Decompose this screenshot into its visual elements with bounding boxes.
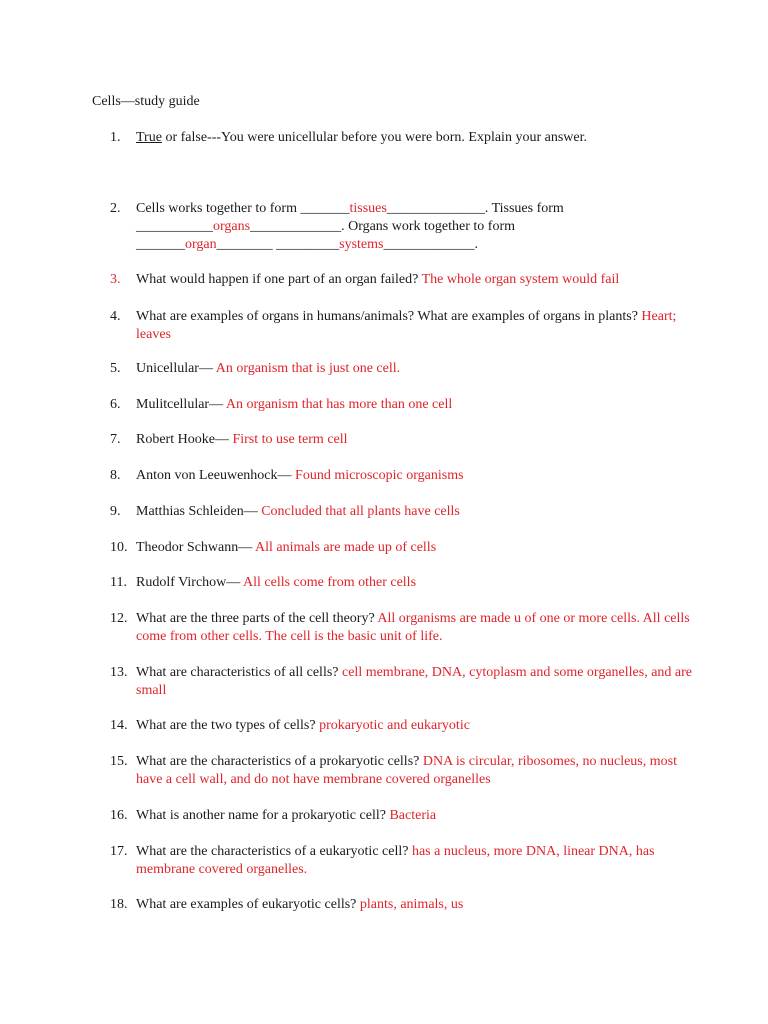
question-number: 9. — [110, 504, 121, 519]
question-text: Cells works together to form _______ — [136, 201, 350, 216]
document-title: Cells—study guide — [92, 94, 200, 109]
question-number: 8. — [110, 468, 121, 483]
question-number: 2. — [110, 201, 121, 216]
question-12 — [110, 610, 695, 646]
question-text: Matthias Schleiden— — [136, 504, 262, 519]
answer-text: An organism that is just one cell. — [215, 361, 401, 376]
question-text: Rudolf Virchow— — [136, 575, 244, 590]
question-number: 16. — [110, 808, 128, 823]
answer-text: Bacteria — [389, 808, 437, 823]
answer-text: organs — [213, 219, 251, 234]
question-7 — [110, 431, 695, 449]
question-5 — [110, 360, 695, 378]
question-number: 6. — [110, 397, 121, 412]
answer-text: All cells come from other cells — [243, 575, 417, 590]
question-9 — [110, 503, 695, 521]
question-3 — [110, 271, 695, 289]
question-4 — [110, 308, 695, 344]
question-text: _____________. — [383, 237, 478, 252]
answer-text: First to use term cell — [232, 432, 348, 447]
question-number: 7. — [110, 432, 121, 447]
answer-text: The whole organ system would fail — [421, 272, 620, 287]
answer-text: plants, animals, us — [359, 897, 464, 912]
answer-text: Found microscopic organisms — [295, 468, 464, 483]
question-14 — [110, 717, 695, 735]
question-number: 10. — [110, 540, 128, 555]
question-text: _______ — [136, 237, 185, 252]
question-text: ___________ — [136, 219, 213, 234]
answer-text: prokaryotic and eukaryotic — [319, 718, 470, 733]
answer-text: systems — [339, 237, 384, 252]
answer-text: Heart; leaves — [136, 309, 677, 342]
question-number: 3. — [110, 272, 121, 287]
question-number: 15. — [110, 754, 128, 769]
question-number: 12. — [110, 611, 128, 626]
question-number: 4. — [110, 309, 121, 324]
question-text: Anton von Leeuwenhock— — [136, 468, 296, 483]
question-text: What are characteristics of all cells? — [136, 665, 342, 680]
true-word: True — [136, 130, 162, 145]
question-text: What is another name for a prokaryotic cell? — [136, 808, 390, 823]
question-6 — [110, 396, 695, 414]
question-number: 11. — [110, 575, 127, 590]
answer-text: tissues — [349, 201, 387, 216]
answer-text: cell membrane, DNA, cytoplasm and some organelles, and are small — [136, 665, 693, 698]
question-1 — [110, 129, 695, 147]
question-text: Theodor Schwann— — [136, 540, 255, 555]
question-number: 13. — [110, 665, 128, 680]
question-text: ________ _________ — [216, 237, 340, 252]
answer-text: All animals are made up of cells — [254, 540, 437, 555]
question-15 — [110, 753, 695, 789]
question-text: What would happen if one part of an organ failed? — [136, 272, 422, 287]
question-text: Mulitcellular— — [136, 397, 226, 412]
question-text: Unicellular— — [136, 361, 216, 376]
question-text: ______________. Tissues form — [386, 201, 564, 216]
question-text: What are the characteristics of a eukaryotic cell? — [136, 844, 412, 859]
question-2 — [110, 200, 695, 254]
question-10 — [110, 539, 695, 557]
question-text: What are the two types of cells? — [136, 718, 320, 733]
question-text: or false---You were unicellular before you were born. Explain your answer. — [161, 130, 587, 145]
question-text: What are the characteristics of a prokaryotic cells? — [136, 754, 423, 769]
question-11 — [110, 574, 695, 592]
answer-text: Concluded that all plants have cells — [261, 504, 460, 519]
question-number: 17. — [110, 844, 128, 859]
question-8 — [110, 467, 695, 485]
question-number: 14. — [110, 718, 128, 733]
question-17 — [110, 843, 695, 879]
question-text: Robert Hooke— — [136, 432, 233, 447]
question-text: What are examples of eukaryotic cells? — [136, 897, 360, 912]
answer-text: An organism that has more than one cell — [225, 397, 453, 412]
question-13 — [110, 664, 695, 700]
question-text: What are the three parts of the cell theory? — [136, 611, 378, 626]
question-text: _____________. Organs work together to form — [250, 219, 516, 234]
answer-text: DNA is circular, ribosomes, no nucleus, most have a cell wall, and do not have membrane covered organelles — [136, 754, 677, 787]
question-18 — [110, 896, 695, 914]
question-text: What are examples of organs in humans/animals? What are examples of organs in plants? — [136, 309, 642, 324]
question-number: 5. — [110, 361, 121, 376]
answer-text: All organisms are made u of one or more cells. All cells come from other cells. The cell is the basic unit of life. — [136, 611, 690, 644]
answer-text: has a nucleus, more DNA, linear DNA, has membrane covered organelles. — [136, 844, 655, 877]
answer-text: organ — [185, 237, 217, 252]
question-16 — [110, 807, 695, 825]
question-number: 1. — [110, 130, 121, 145]
question-number: 18. — [110, 897, 128, 912]
